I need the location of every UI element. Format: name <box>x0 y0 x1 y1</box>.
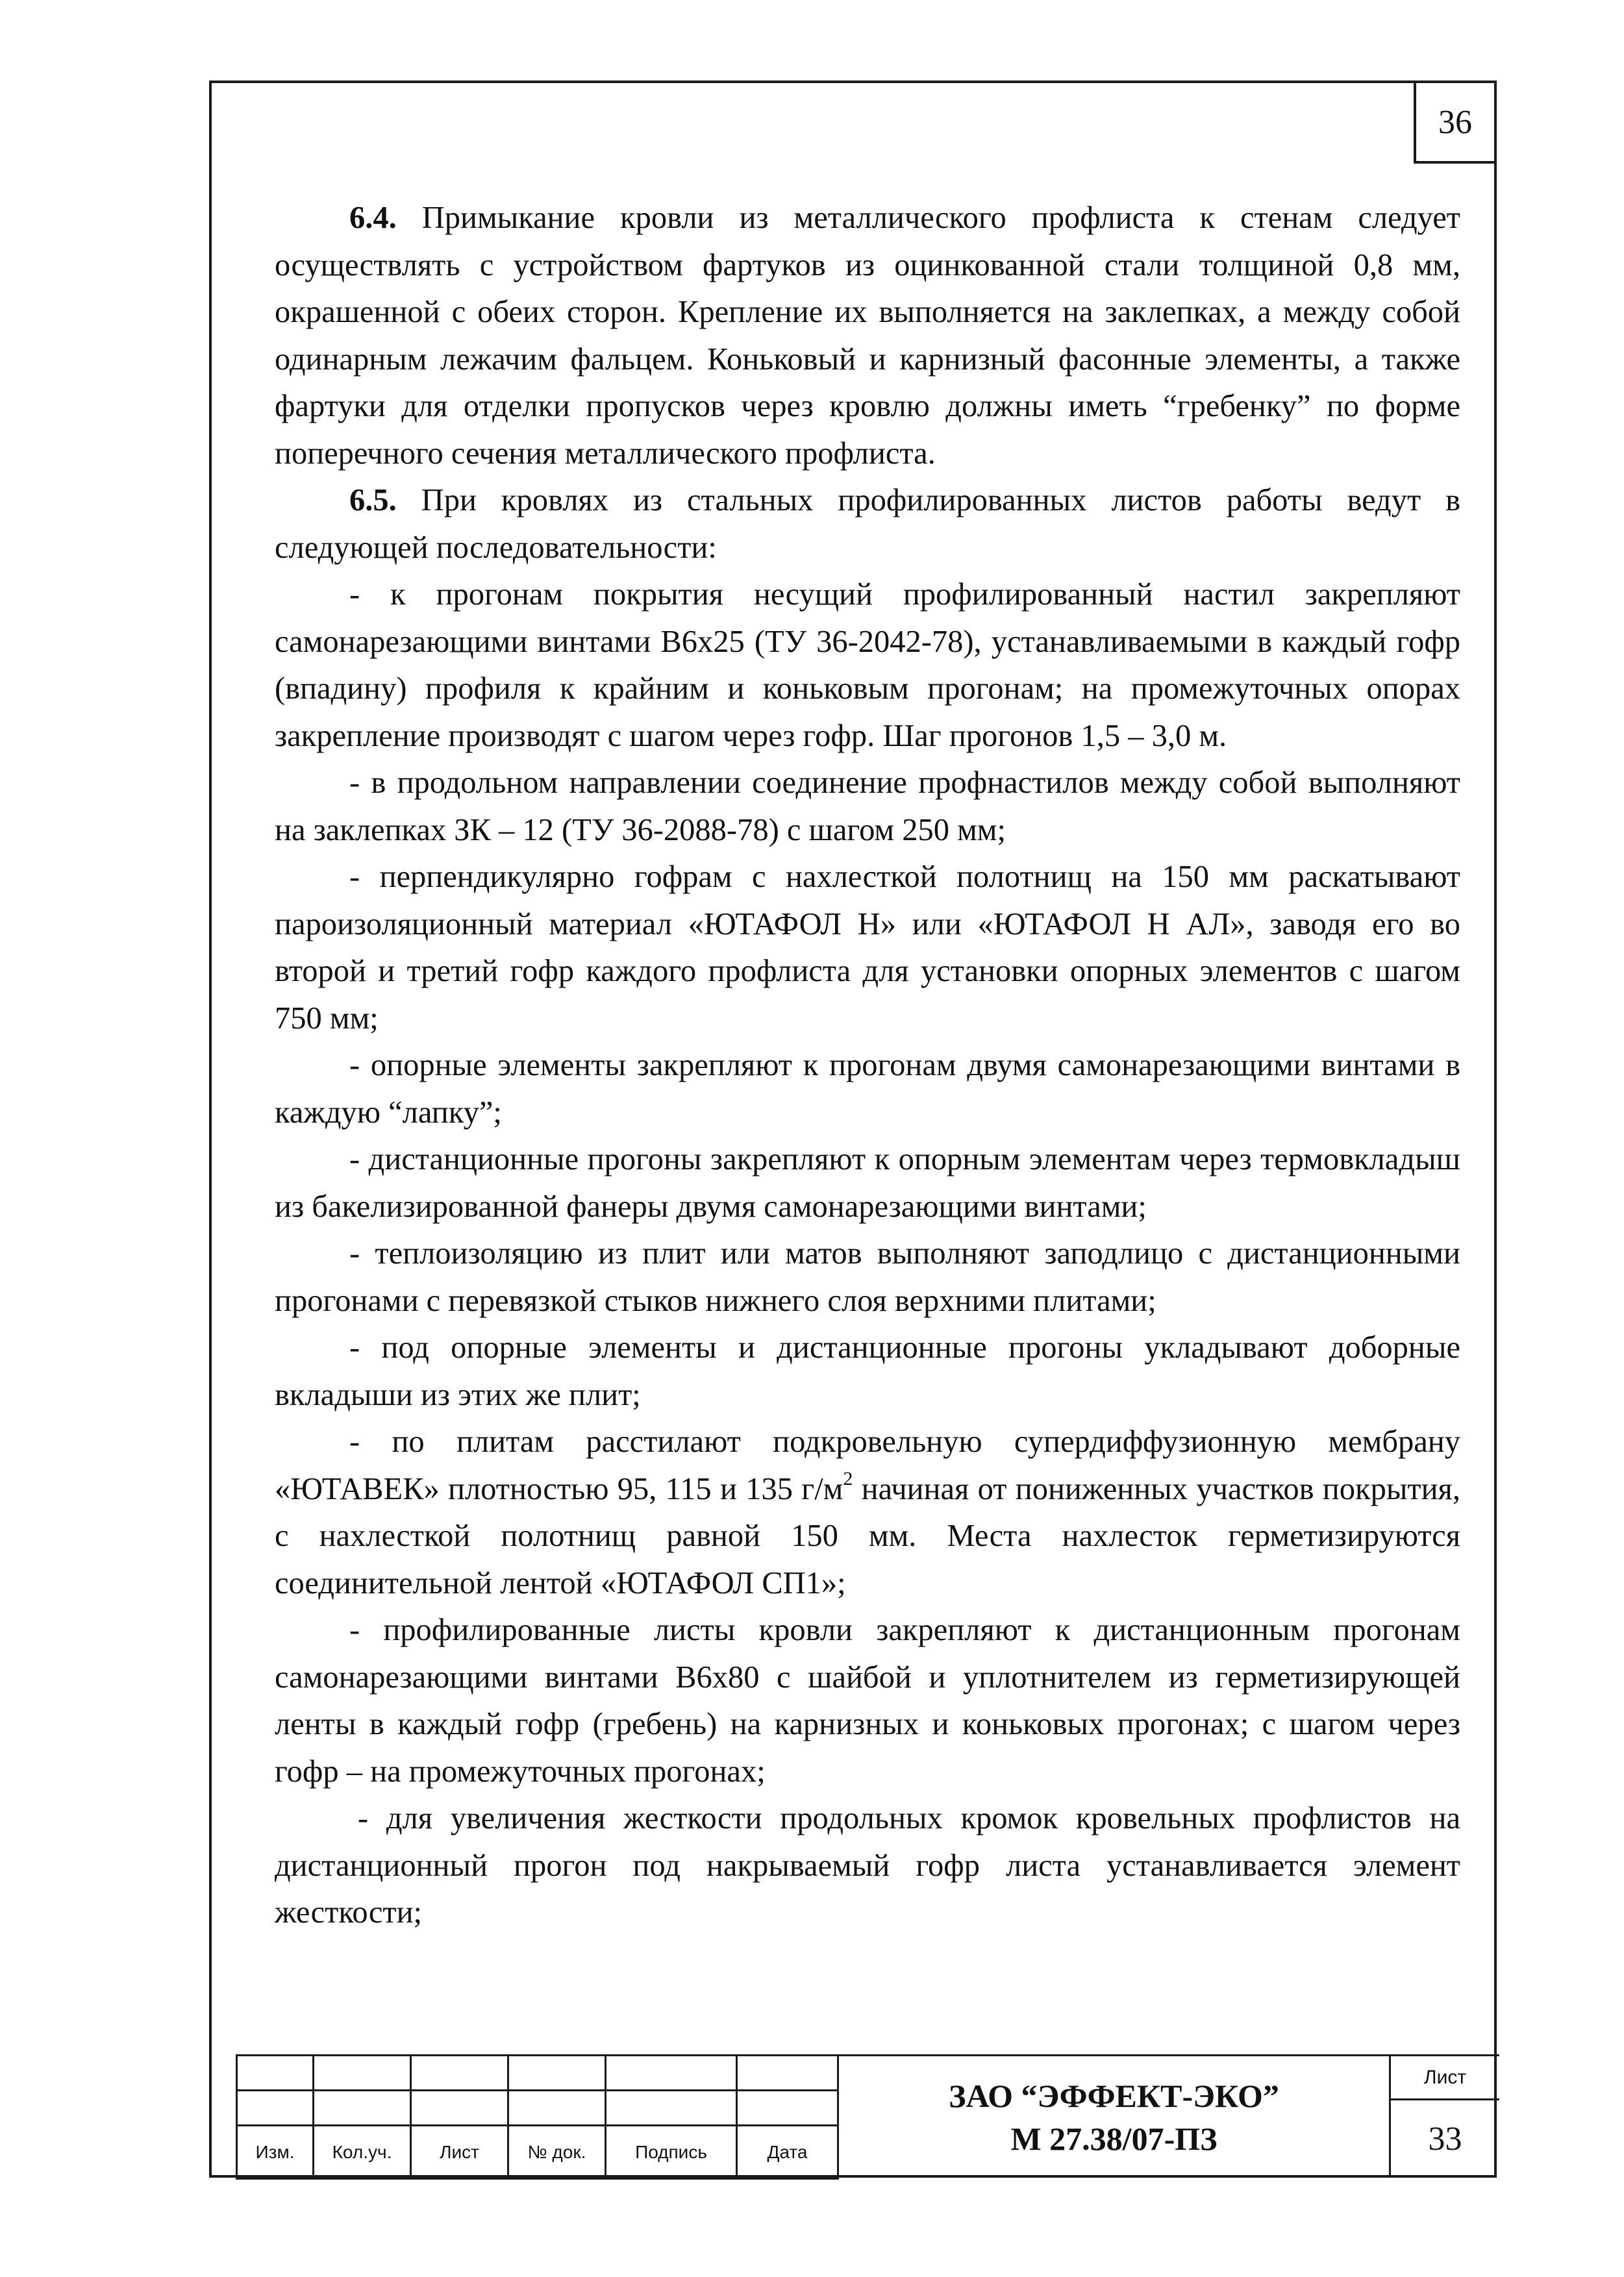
header-kol-uch: Кол.уч. <box>314 2126 411 2179</box>
list-item: - опорные элементы закрепляют к прогонам двумя самонарезающими винтами в каждую “лапку”; <box>275 1048 1460 1130</box>
sheet-label: Лист <box>1391 2056 1499 2100</box>
header-date: Дата <box>737 2126 838 2179</box>
header-izm: Изм. <box>237 2126 314 2179</box>
list-item: - перпендикулярно гофрам с нахлесткой полотнищ на 150 мм раскатывают пароизоляционный материал «ЮТАФОЛ Н» или «ЮТАФОЛ Н АЛ», заводя его во второй и третий гофр каждого профлиста для установки опорных элементов с шагом 750 мм; <box>275 860 1460 1036</box>
superscript: 2 <box>843 1467 853 1489</box>
paragraph-text: Примыкание кровли из металлического профлиста к стенам следует осуществлять с устройством фартуков из оцинкованной стали толщиной 0,8 мм, окрашенной с обеих сторон. Крепление их выполняется на заклепках, а между собой одинарным лежачим фальцем. Коньковый и карнизный фасонные элементы, а также фартуки для отделки пропусков через кровлю должны иметь “гребенку” по форме поперечного сечения металлического профлиста. <box>275 201 1460 471</box>
document-code: М 27.38/07-ПЗ <box>1010 2120 1218 2157</box>
list-item: - профилированные листы кровли закрепляют к дистанционным прогонам самонарезающими винтами B6x80 с шайбой и уплотнителем из герметизирующей ленты в каждый гофр (гребень) на карнизных и коньковых прогонах; с шагом через гофр – на промежуточных прогонах; <box>275 1613 1460 1789</box>
paragraph-6-4 <box>275 195 1460 477</box>
sheet-cell <box>1389 2054 1499 2178</box>
list-item: - к прогонам покрытия несущий профилированный настил закрепляют самонарезающими винтами B6x25 (ТУ 36-2042-78), устанавливаемыми в каждый гофр (впадину) профиля к крайним и коньковым прогонам; на промежуточных опорах закрепление производят с шагом через гофр. Шаг прогонов 1,5 – 3,0 м. <box>275 577 1460 753</box>
list-item: - под опорные элементы и дистанционные прогоны укладывают доборные вкладыши из этих же плит; <box>275 1330 1460 1412</box>
title-block <box>236 2054 1499 2178</box>
company-name: ЗАО “ЭФФЕКТ-ЭКО” <box>949 2077 1279 2114</box>
revision-table <box>236 2054 837 2178</box>
header-signature: Подпись <box>606 2126 737 2179</box>
paragraph-number: 6.5. <box>349 483 397 517</box>
sheet-number: 33 <box>1428 2121 1462 2158</box>
paragraph-6-5 <box>275 477 1460 571</box>
list-item: - для увеличения жесткости продольных кромок кровельных профлистов на дистанционный прогон под накрываемый гофр листа устанавливается элемент жесткости; <box>275 1801 1460 1930</box>
list-item-text: - по плитам расстилают подкровельную супердиффузионную мембрану «ЮТАВЕК» плотностью 95, 115 и 135 г/м <box>275 1425 1460 1506</box>
paragraph-text: При кровлях из стальных профилированных листов работы ведут в следующей последовательности: <box>275 483 1460 565</box>
list-item: - дистанционные прогоны закрепляют к опорным элементам через термовкладыш из бакелизированной фанеры двумя самонарезающими винтами; <box>275 1142 1460 1224</box>
page-frame <box>209 81 1497 2178</box>
title-block-center <box>837 2054 1389 2178</box>
list-item: - в продольном направлении соединение профнастилов между собой выполняют на заклепках ЗК – 12 (ТУ 36-2088-78) с шагом 250 мм; <box>275 765 1460 847</box>
list-item <box>275 1419 1460 1607</box>
list-item: - теплоизоляцию из плит или матов выполняют заподлицо с дистанционными прогонами с перевязкой стыков нижнего слоя верхними плитами; <box>275 1236 1460 1318</box>
header-doc-number: № док. <box>508 2126 606 2179</box>
body-text <box>275 195 1460 1937</box>
header-list: Лист <box>411 2126 508 2179</box>
paragraph-number: 6.4. <box>349 201 397 235</box>
page-number: 36 <box>1414 81 1497 164</box>
list-item-text: начиная от пониженных участков покрытия, с нахлесткой полотнищ равной 150 мм. Места нахлесток герметизируются соединительной лентой «ЮТАФОЛ СП1»; <box>275 1471 1460 1600</box>
